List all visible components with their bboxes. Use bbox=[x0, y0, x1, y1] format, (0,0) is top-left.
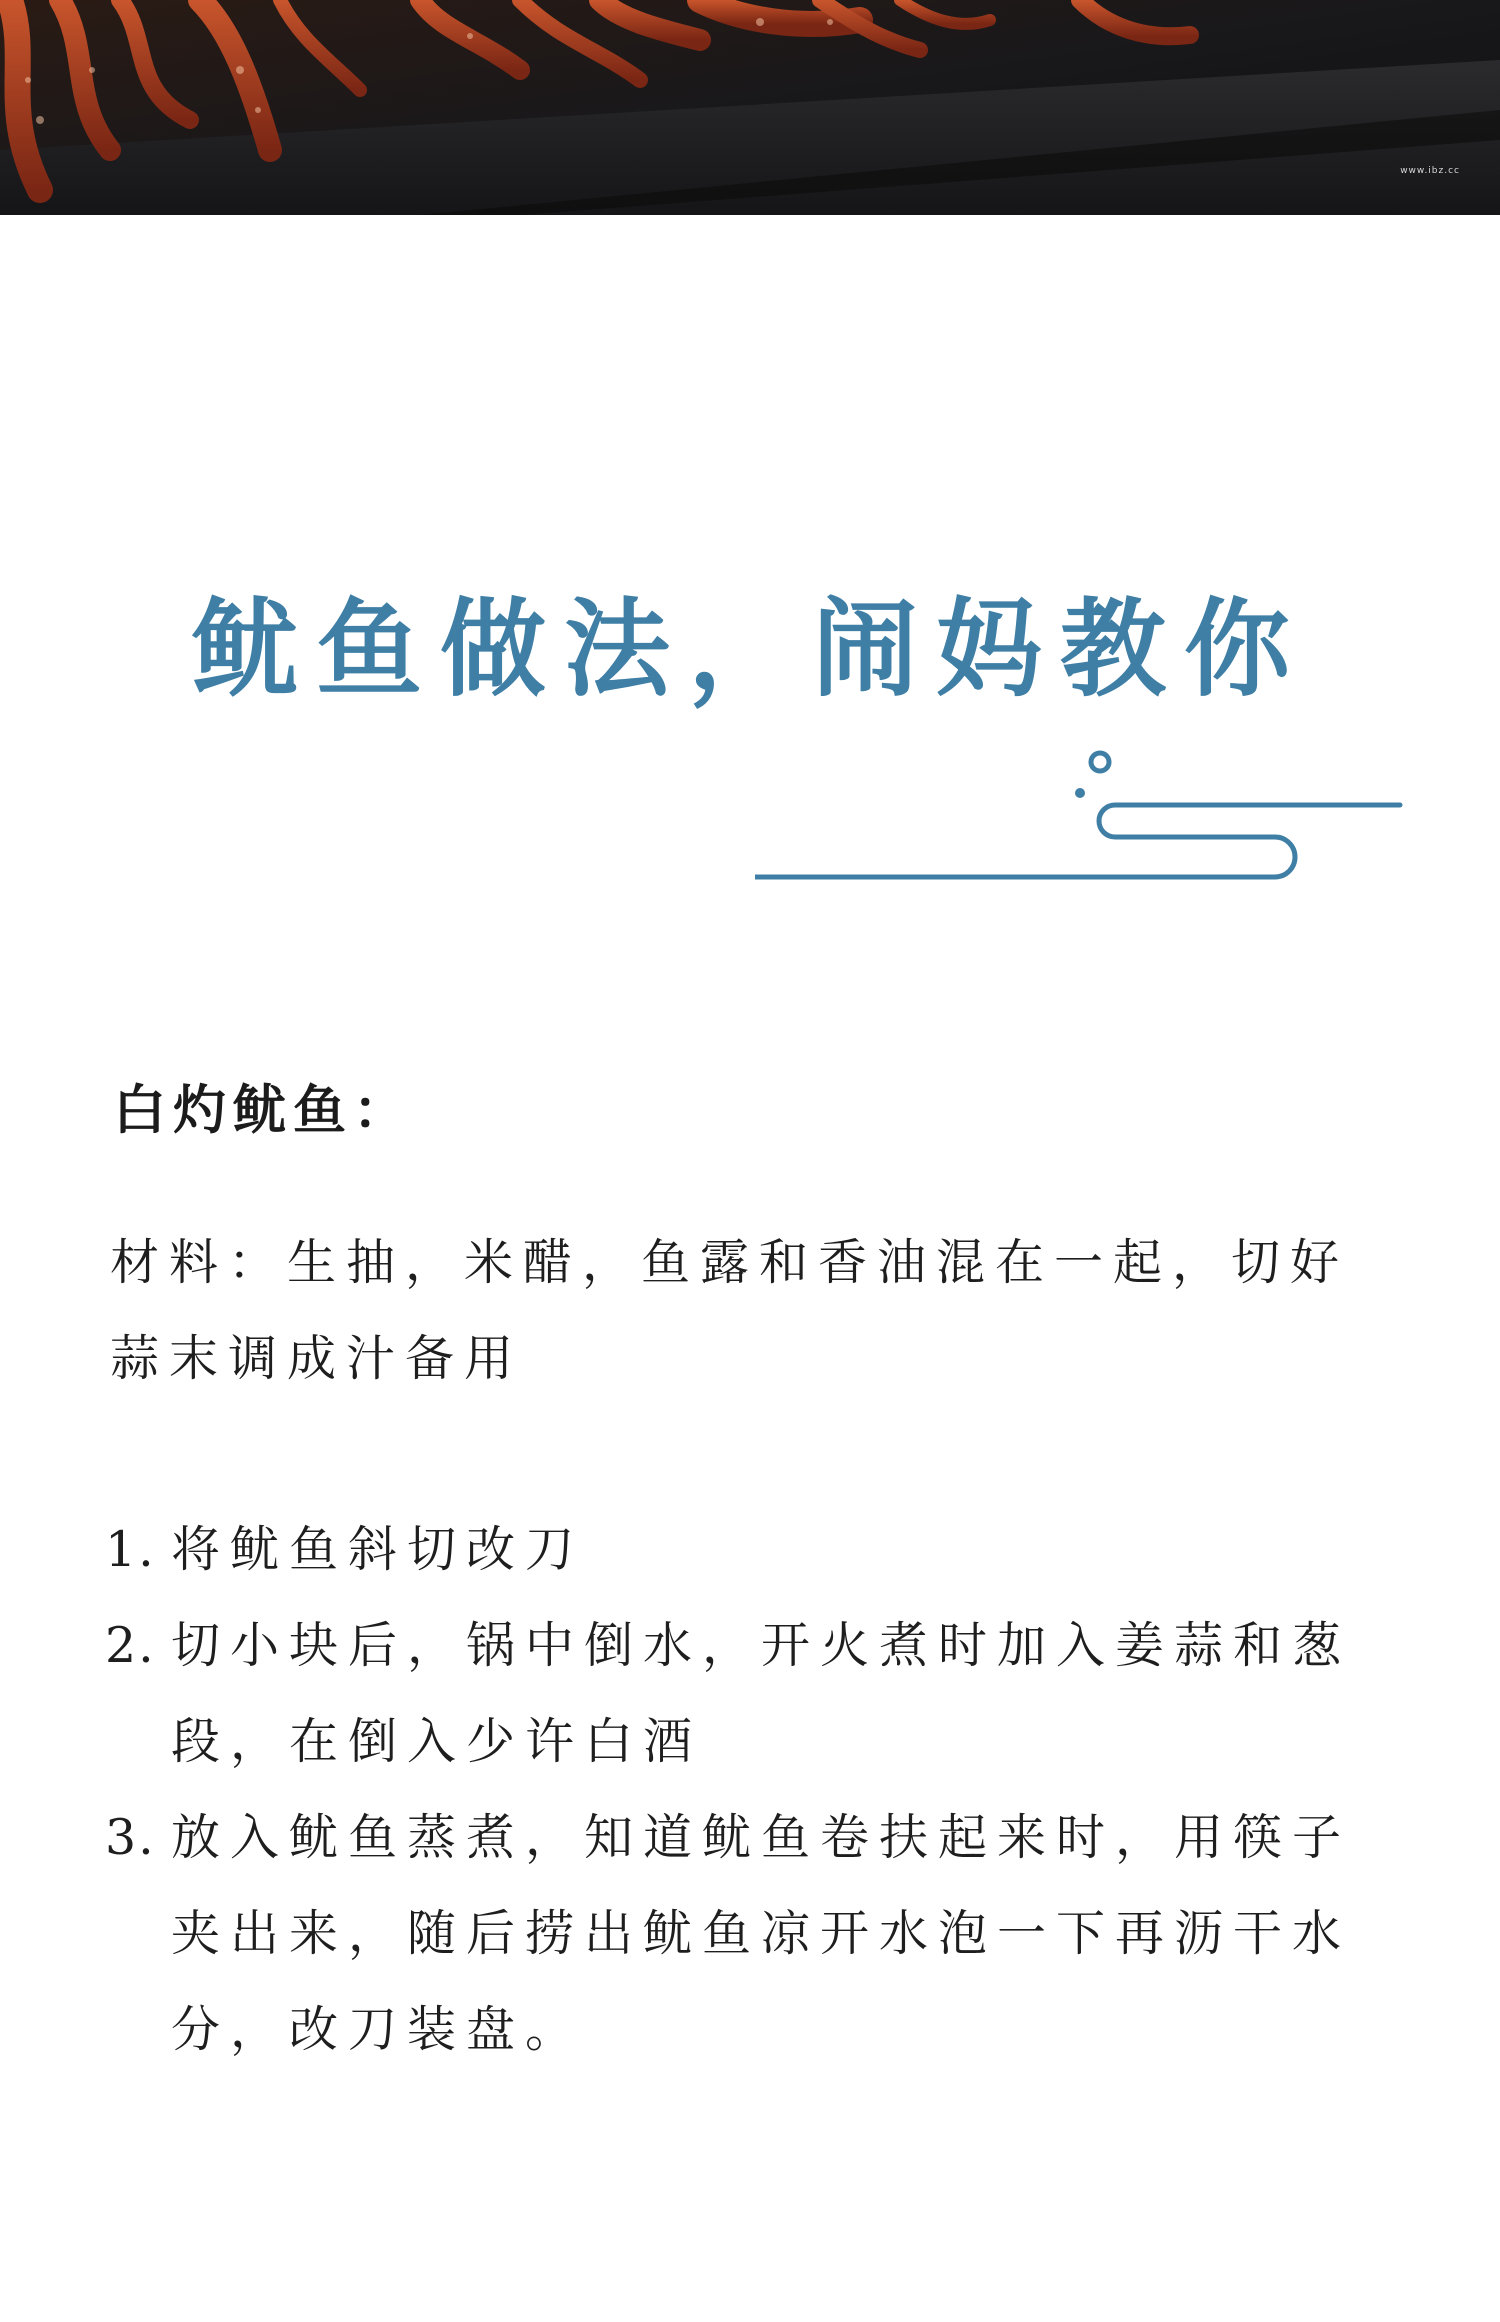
step-item bbox=[105, 1502, 1405, 1598]
step-text: 将鱿鱼斜切改刀 bbox=[171, 1521, 585, 1578]
step-item bbox=[105, 1790, 1405, 2078]
squid-grill-illustration bbox=[0, 0, 1500, 215]
step-text: 切小块后，锅中倒水，开火煮时加入姜蒜和葱段，在倒入少许白酒 bbox=[171, 1617, 1352, 1770]
ingredients-text: 材料：生抽，米醋，鱼露和香油混在一起，切好蒜末调成汁备用 bbox=[110, 1234, 1350, 1387]
step-number: 1. bbox=[105, 1521, 156, 1578]
hero-photo bbox=[0, 0, 1500, 215]
step-number: 3. bbox=[105, 1809, 156, 1866]
page-title: 鱿鱼做法，闹妈教你 bbox=[192, 586, 1308, 711]
cloud-wave-ornament bbox=[755, 750, 1405, 890]
step-item bbox=[105, 1598, 1405, 1790]
watermark-text: www.ibz.cc bbox=[1400, 166, 1460, 176]
recipe-heading: 白灼鱿鱼： bbox=[113, 1080, 413, 1141]
step-number: 2. bbox=[105, 1617, 156, 1674]
steps-list bbox=[105, 1502, 1405, 2078]
step-text: 放入鱿鱼蒸煮，知道鱿鱼卷扶起来时，用筷子夹出来，随后捞出鱿鱼凉开水泡一下再沥干水分，改刀装盘。 bbox=[171, 1809, 1352, 2058]
